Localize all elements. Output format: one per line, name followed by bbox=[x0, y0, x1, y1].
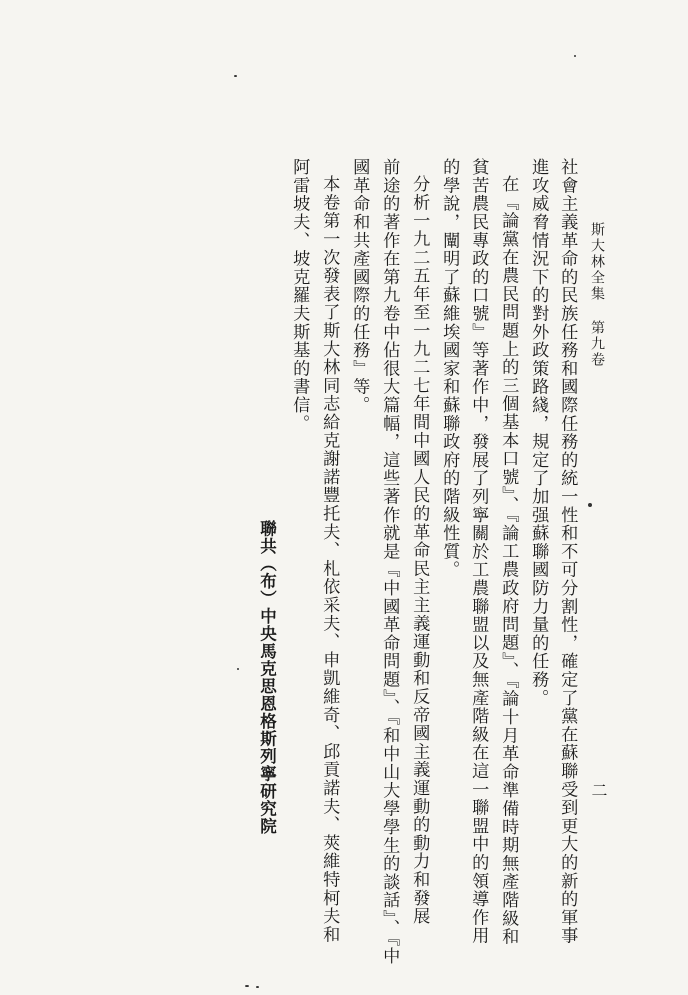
signature: 聯共（布）中央馬克思恩格斯列寧研究院 bbox=[257, 520, 277, 835]
scan-speck bbox=[237, 668, 239, 670]
text-column-8: 國革命和共產國際的任務』等。 bbox=[349, 158, 370, 415]
text-column-6: 分析一九二五年至一九二七年間中國人民的革命民主主義運動和反帝國主義運動的動力和發展 bbox=[409, 175, 430, 926]
running-header: 斯大林全集 第九卷 bbox=[589, 222, 605, 368]
scan-speck bbox=[574, 55, 576, 57]
text-column-10: 阿雷坡夫、坡克羅夫斯基的書信。 bbox=[289, 158, 310, 433]
text-column-3: 在『論黨在農民問題上的三個基本口號』、『論工農政府問題』、『論十月革命準備時期無產階級和 bbox=[498, 175, 519, 946]
scan-speck bbox=[256, 986, 259, 988]
scan-speck bbox=[245, 985, 249, 987]
scan-speck bbox=[588, 503, 592, 507]
scan-speck bbox=[234, 75, 237, 77]
text-column-5: 的學說，闡明了蘇維埃國家和蘇聯政府的階級性質。 bbox=[439, 158, 460, 579]
text-column-1: 社會主義革命的民族任務和國際任務的統一性和不可分割性，確定了黨在蘇聯受到更大的新的軍事 bbox=[557, 158, 578, 945]
page-number: 二 bbox=[589, 782, 608, 800]
text-column-7: 前途的著作在第九卷中佔很大篇幅，這些著作就是『中國革命問題』、『和中山大學學生的談話』、『中 bbox=[379, 158, 400, 966]
text-column-2: 進攻威脅情況下的對外政策路綫，規定了加强蘇聯國防力量的任務。 bbox=[528, 158, 549, 707]
text-column-9: 本卷第一次發表了斯大林同志給克謝諾豐托夫、札依采夫、申凱維奇、邱貢諾夫、莢維特柯夫和 bbox=[319, 175, 340, 944]
text-column-4: 貧苦農民專政的口號』等著作中，發展了列寧關於工農聯盟以及無產階級在這一聯盟中的領導作用 bbox=[468, 158, 489, 945]
